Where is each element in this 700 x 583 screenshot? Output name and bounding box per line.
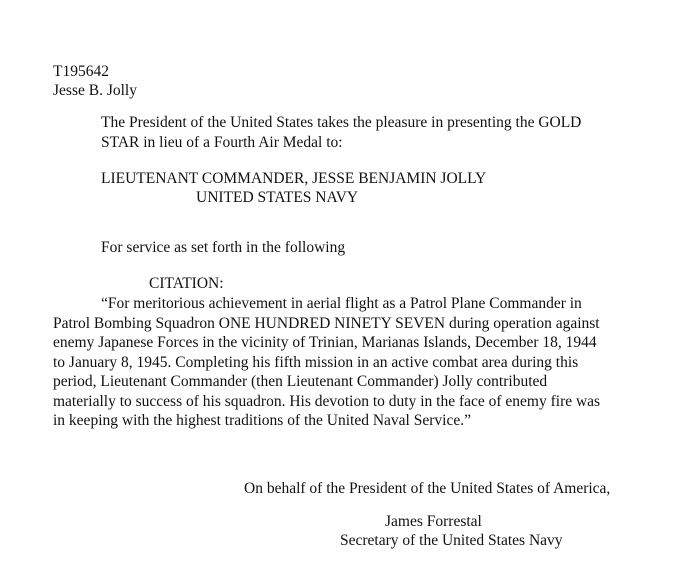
honoree-name: LIEUTENANT COMMANDER, JESSE BENJAMIN JOLLY [101, 170, 487, 187]
citation-line: “For meritorious achievement in aerial flight as a Patrol Plane Commander in [101, 295, 582, 312]
citation-line: materially to success of his squadron. His devotion to duty in the face of enemy fire was [53, 392, 601, 410]
on-behalf-statement: On behalf of the President of the United States of America, [244, 480, 611, 497]
citation-line: to January 8, 1945. Completing his fifth mission in an active combat area during this [53, 353, 579, 371]
citation-line: in keeping with the highest traditions of the United Naval Service.” [53, 412, 471, 429]
signer-name: James Forrestal [385, 513, 482, 530]
recipient-name: Jesse B. Jolly [53, 82, 137, 99]
citation-line: enemy Japanese Forces in the vicinity of Trinian, Marianas Islands, December 18, 1944 [53, 334, 597, 351]
intro-paragraph [101, 113, 581, 152]
document-id: T195642 [53, 63, 109, 80]
signer-title: Secretary of the United States Navy [340, 532, 563, 549]
intro-line-2: STAR in lieu of a Fourth Air Medal to: [101, 133, 343, 151]
honoree-branch: UNITED STATES NAVY [196, 189, 359, 206]
citation-text [53, 294, 600, 431]
service-statement: For service as set forth in the following [101, 239, 346, 256]
citation-line: period, Lieutenant Commander (then Lieutenant Commander) Jolly contributed [53, 373, 548, 390]
citation-line: Patrol Bombing Squadron ONE HUNDRED NINETY SEVEN during operation against [53, 314, 600, 332]
intro-line-1: The President of the United States takes the pleasure in presenting the GOLD [101, 114, 582, 131]
citation-heading: CITATION: [149, 275, 224, 292]
